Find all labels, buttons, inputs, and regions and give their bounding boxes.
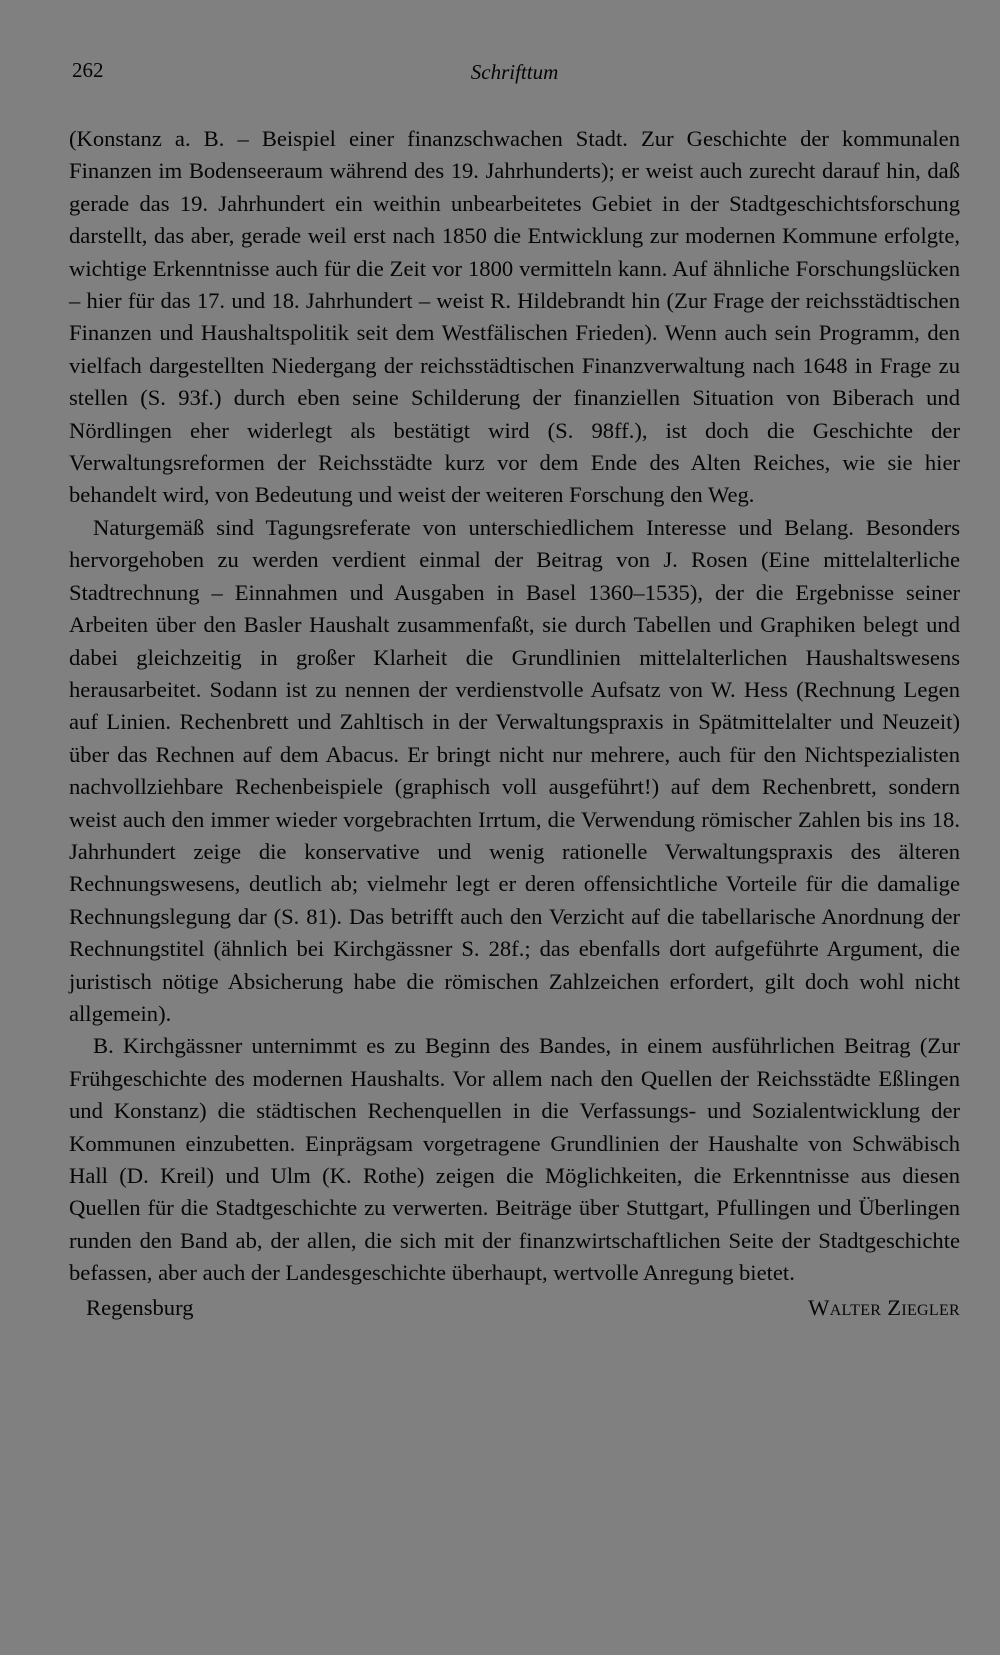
review-signature xyxy=(69,1292,960,1326)
running-head xyxy=(69,52,960,86)
section-title: Schrifttum xyxy=(470,60,559,84)
paragraph-conference-papers: Naturgemäß sind Tagungsreferate von unterschiedlichem Interesse und Belang. Besonders hervorgehoben zu werden verdient einmal der Beitrag von J. Rosen (Eine mittelalterliche Stadtrechnung – Einnahmen und Ausgaben in Basel 1360–1535), der die Ergebnisse seiner Arbeiten über den Basler Haushalt zusammenfaßt, sie durch Tabellen und Graphiken belegt und dabei gleichzeitig in großer Klarheit die Grundlinien mittelalterlichen Haushaltswesens herausarbeitet. Sodann ist zu nennen der verdienstvolle Aufsatz von W. Hess (Rechnung Legen auf Linien. Rechenbrett und Zahltisch in der Verwaltungspraxis in Spätmittelalter und Neuzeit) über das Rechnen auf dem Abacus. Er bringt nicht nur mehrere, auch für den Nichtspezialisten nachvollziehbare Rechenbeispiele (graphisch voll ausgeführt!) auf dem Rechenbrett, sondern weist auch den immer wieder vorgebrachten Irrtum, die Verwendung römischer Zahlen bis ins 18. Jahrhundert zeige die konservative und wenig rationelle Verwaltungspraxis des älteren Rechnungswesens, deutlich ab; vielmehr legt er deren offensichtliche Vorteile für die damalige Rechnungslegung dar (S. 81). Das betrifft auch den Verzicht auf die tabellarische Anordnung der Rechnungstitel (ähnlich bei Kirchgässner S. 28f.; das ebenfalls dort aufgeführte Argument, die juristisch nötige Absicherung habe die römischen Zahlzeichen erfordert, gilt doch wohl nicht allgemein). xyxy=(69,514,960,1026)
paragraph-kirchgaessner: B. Kirchgässner unternimmt es zu Beginn des Bandes, in einem ausführlichen Beitrag (Zur Frühgeschichte des modernen Haushalts. Vor allem nach den Quellen der Reichsstädte Eßlingen und Konstanz) die städtischen Rechenquellen in die Verfassungs- und Sozialentwicklung der Kommunen einzubetten. Einprägsam vorgetragene Grundlinien der Haushalte von Schwäbisch Hall (D. Kreil) und Ulm (K. Rothe) zeigen die Möglichkeiten, die Erkenntnisse aus diesen Quellen für die Stadtgeschichte zu verwerten. Beiträge über Stuttgart, Pfullingen und Überlingen runden den Band ab, der allen, die sich mit der finanzwirtschaftlichen Seite der Stadtgeschichte befassen, aber auch der Landesgeschichte überhaupt, wertvolle Anregung bietet. xyxy=(69,1033,960,1286)
signature-place: Regensburg xyxy=(86,1294,194,1320)
signature-author: Walter Ziegler xyxy=(808,1294,960,1320)
paragraph-continuation: (Konstanz a. B. – Beispiel einer finanzschwachen Stadt. Zur Geschichte der kommunalen Finanzen im Bodenseeraum während des 19. Jahrhunderts); er weist auch zurecht darauf hin, daß gerade das 19. Jahrhundert ein weithin unbearbeitetes Gebiet in der Stadtgeschichtsforschung darstellt, das aber, gerade weil erst nach 1850 die Entwicklung zur modernen Kommune erfolgte, wichtige Erkenntnisse auch für die Zeit vor 1800 vermitteln kann. Auf ähnliche Forschungslücken – hier für das 17. und 18. Jahrhundert – weist R. Hildebrandt hin (Zur Frage der reichsstädtischen Finanzen und Haushaltspolitik seit dem Westfälischen Frieden). Wenn auch sein Programm, den vielfach dargestellten Niedergang der reichsstädtischen Finanzverwaltung nach 1648 in Frage zu stellen (S. 93f.) durch eben seine Schilderung der finanziellen Situation von Biberach und Nördlingen eher widerlegt als bestätigt wird (S. 98ff.), ist doch die Geschichte der Verwaltungsreformen der Reichsstädte kurz vor dem Ende des Alten Reiches, wie sie hier behandelt wird, von Bedeutung und weist der weiteren Forschung den Weg. xyxy=(69,126,960,508)
review-body xyxy=(69,123,960,1290)
book-page xyxy=(69,52,960,1326)
page-number: 262 xyxy=(72,58,104,82)
